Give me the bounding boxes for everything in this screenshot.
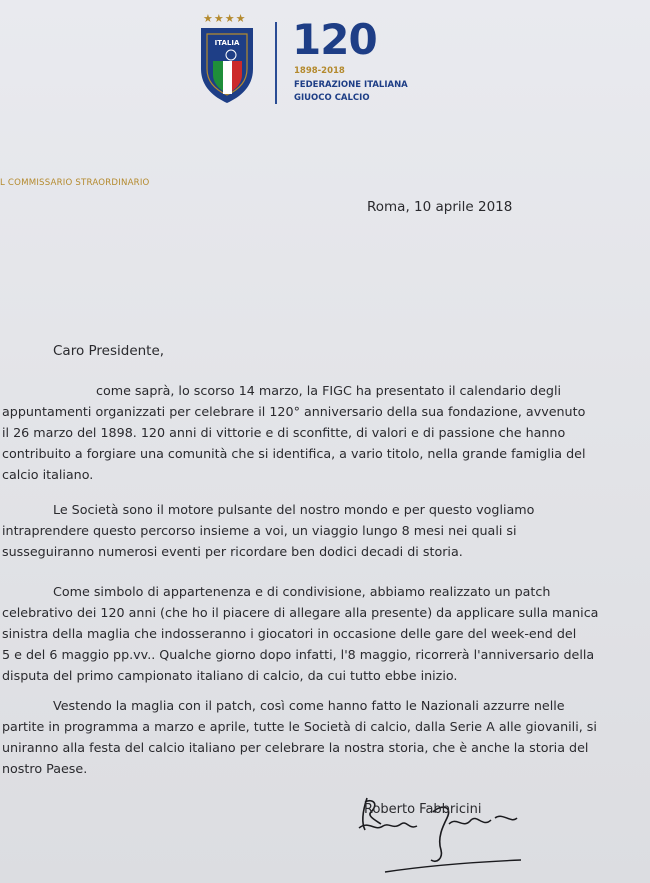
salutation: Caro Presidente, bbox=[53, 343, 165, 359]
paragraph-line: disputa del primo campionato italiano di calcio, da cui tutto ebbe inizio. bbox=[2, 668, 458, 683]
paragraph-3 bbox=[0, 581, 640, 686]
header-divider bbox=[275, 22, 277, 104]
paragraph-line: Vestendo la maglia con il patch, così come hanno fatto le Nazionali azzurre nelle bbox=[53, 698, 565, 713]
office-title: L COMMISSARIO STRAORDINARIO bbox=[0, 178, 150, 188]
paragraph-line: susseguiranno numerosi eventi per ricordare ben dodici decadi di storia. bbox=[2, 544, 463, 559]
paragraph-line: Le Società sono il motore pulsante del nostro mondo e per questo vogliamo bbox=[53, 502, 535, 517]
paragraph-line: come saprà, lo scorso 14 marzo, la FIGC ha presentato il calendario degli bbox=[96, 383, 561, 398]
paragraph-line: sinistra della maglia che indosseranno i giocatori in occasione delle gare del week-end del bbox=[2, 626, 577, 641]
federation-name-line2: GIUOCO CALCIO bbox=[294, 93, 370, 103]
paragraph-line: Come simbolo di appartenenza e di condivisione, abbiamo realizzato un patch bbox=[53, 584, 551, 599]
paragraph-2 bbox=[0, 499, 640, 562]
anniversary-number: 120 bbox=[292, 15, 377, 64]
paragraph-line: uniranno alla festa del calcio italiano per celebrare la nostra storia, che è anche la storia del bbox=[2, 740, 589, 755]
paragraph-4 bbox=[0, 695, 640, 779]
paragraph-line: celebrativo dei 120 anni (che ho il piacere di allegare alla presente) da applicare sulla manica bbox=[2, 605, 599, 620]
shield-text: ITALIA bbox=[214, 39, 240, 47]
paragraph-line: calcio italiano. bbox=[2, 467, 94, 482]
paragraph-line: contribuito a forgiare una comunità che si identifica, a vario titolo, nella grande famiglia del bbox=[2, 446, 586, 461]
signatory-name: Roberto Fabbricini bbox=[364, 802, 482, 817]
paragraph-line: il 26 marzo del 1898. 120 anni di vittorie e di sconfitte, di valori e di passione che hanno bbox=[2, 425, 566, 440]
federation-name-line1: FEDERAZIONE ITALIANA bbox=[294, 80, 408, 90]
letter-date: Roma, 10 aprile 2018 bbox=[367, 199, 513, 215]
figc-shield-logo-icon bbox=[198, 25, 256, 105]
paragraph-line: partite in programma a marzo e aprile, tutte le Società di calcio, dalla Serie A alle giovanili, si bbox=[2, 719, 597, 734]
paragraph-line: nostro Paese. bbox=[2, 761, 88, 776]
anniversary-years: 1898-2018 bbox=[294, 66, 345, 76]
stars-icon: ★★★★ bbox=[203, 12, 247, 25]
paragraph-line: appuntamenti organizzati per celebrare il 120° anniversario della sua fondazione, avvenuto bbox=[2, 404, 586, 419]
paragraph-line: 5 e del 6 maggio pp.vv.. Qualche giorno dopo infatti, l'8 maggio, ricorrerà l'anniversario della bbox=[2, 647, 595, 662]
paragraph-1 bbox=[0, 380, 640, 485]
paragraph-line: intraprendere questo percorso insieme a voi, un viaggio lungo 8 mesi nei quali si bbox=[2, 523, 517, 538]
